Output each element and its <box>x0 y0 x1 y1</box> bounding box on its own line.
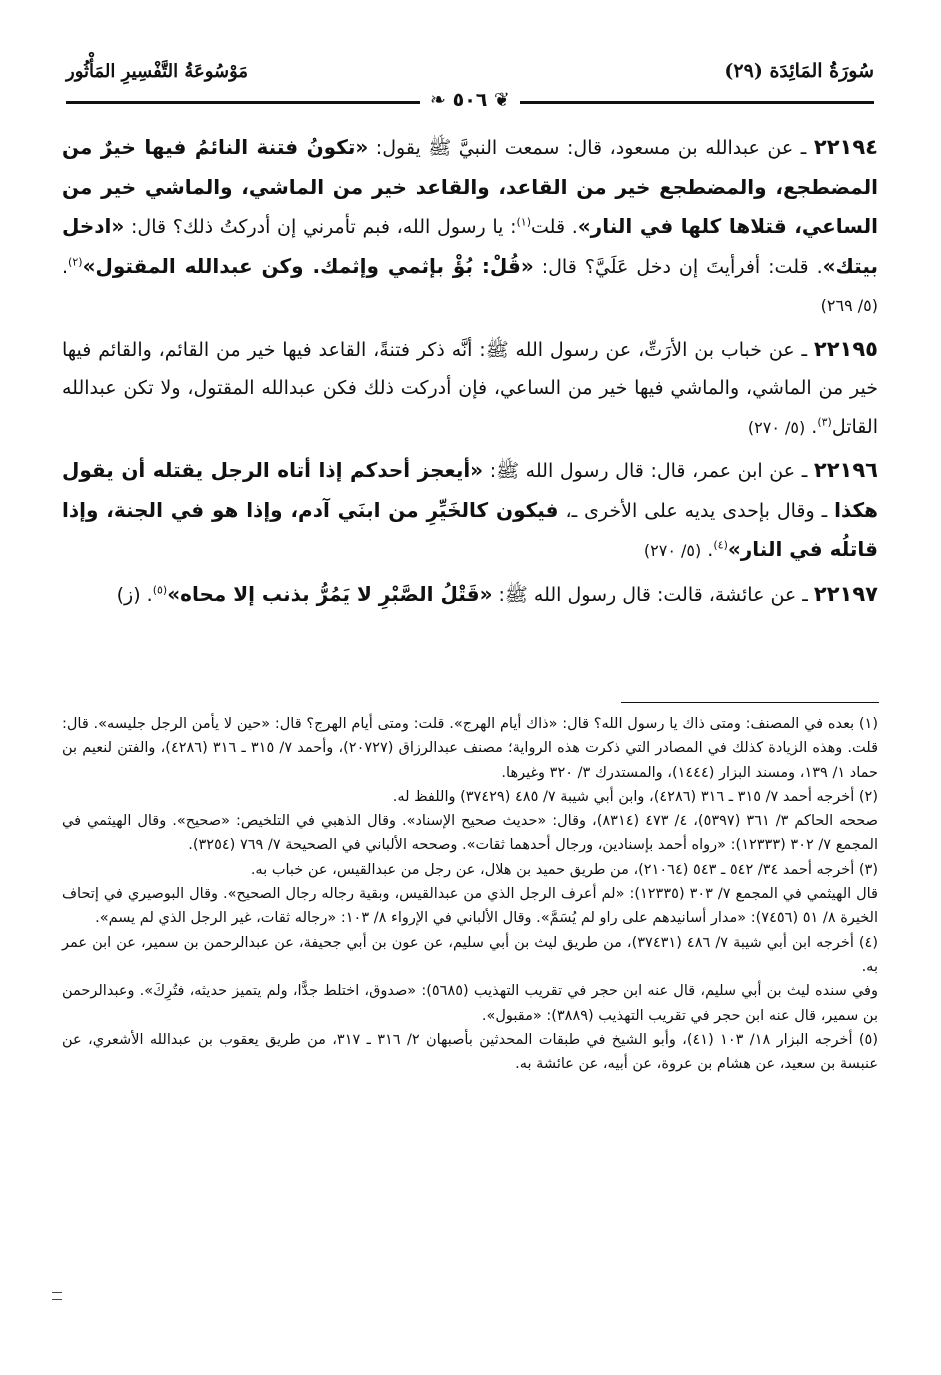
prophetic-quote: فيكون كالخَيِّرِ من ابنَي آدم، وإذا هو في الجنة، وإذا قاتلُه في النار» <box>62 497 878 561</box>
prophetic-quote: «تكونُ فتنة النائمُ فيها خيرٌ من المضطجع، والمضطجع خير من القاعد، والقاعد خير من الماشي، والماشي خير من الساعي، قتلاها كلها في النار» <box>62 135 878 238</box>
footnote-separator <box>621 702 879 703</box>
prophetic-quote: «قُلْ: بُؤْ بإثمي وإثمك. وكن عبدالله المقتول» <box>82 253 534 278</box>
footnote-ref: (٢) <box>68 255 83 269</box>
hadith-text: ـ وقال بإحدى يديه على الأخرى ـ، <box>558 499 835 522</box>
book-title: مَوْسُوعَةُ التَّفْسِيرِ المَأْثُور <box>66 60 249 82</box>
hadith-text: . قلت <box>531 216 578 238</box>
footnote-ref: (٣) <box>817 415 832 429</box>
footnote: (٣) أخرجه أحمد ٣٤/ ٥٤٢ ـ ٥٤٣ (٢١٠٦٤)، من طريق حميد بن هلال، عن رجل من عبدالقيس، عن خباب به. <box>250 861 878 878</box>
running-head <box>66 54 874 88</box>
prophetic-quote: «أيعجز أحدكم إذا أتاه الرجل يقتله أن يقول هكذا <box>62 458 878 522</box>
margin-mark <box>52 1292 62 1300</box>
hadith-text: . (ز) <box>116 583 153 606</box>
hadith-text: ـ عن خباب بن الأرَتِّ، عن رسول الله ﷺ: أنَّه ذكر فتنةً، القاعد فيها خير من القائم، والقائم فيها خير من الماشي، والماشي فيها خير من الساعي، فإن أدركت ذلك فكن عبدالله المقتول، ولا تكن عبدالله القاتل <box>62 338 878 438</box>
footnotes <box>62 712 878 1076</box>
footnote: (١) بعده في المصنف: ومتى ذاك يا رسول الله؟ قال: «ذاك أيام الهرج». قلت: ومتى أيام الهرج؟ قال: «حين لا يأمن الرجل جليسه». قال: قلت. وهذه الزيادة كذلك في المصادر التي ذكرت هذه الرواية؛ مصنف عبدالرزاق (٢٠٧٢٧)، وأحمد ٧/ ٣١٥ ـ ٣١٦ (٤٢٨٦)، والفتن لنعيم بن حماد ١/ ١٣٩، ومسند البزار (١٤٤٤)، والمستدرك ٣/ ٣٢٠ وغيرها. <box>62 716 879 781</box>
hadith-number: ٢٢١٩٦ <box>813 458 878 482</box>
hadith-text: ـ عن عائشة، قالت: قال رسول الله ﷺ: <box>492 583 814 606</box>
page-number <box>66 89 874 111</box>
footnote-ref: (٥) <box>152 583 168 597</box>
page-number-value: ٥٠٦ <box>452 89 488 111</box>
footnote: (٥) أخرجه البزار ١٨/ ١٠٣ (٤١)، وأبو الشيخ في طبقات المحدثين بأصبهان ٢/ ٣١٦ ـ ٣١٧، من طريق يعقوب بن عبدالله الأشعري، عن عنبسة بن سعيد، عن هشام بن عروة، عن أبيه، عن عائشة به. <box>62 1031 878 1073</box>
hadith-paragraph <box>62 128 878 326</box>
hadith-number: ٢٢١٩٤ <box>813 135 878 159</box>
hadith-text: : يا رسول الله، فبم تأمرني إن أدركتُ ذلك؟ قال: <box>124 216 517 238</box>
footnote-ref: (٤) <box>713 538 728 552</box>
hadith-text: . قلت: أفرأيتَ إن دخل عَلَيَّ؟ قال: <box>533 255 823 278</box>
hadith-number: ٢٢١٩٥ <box>813 336 878 361</box>
footnote: صححه الحاكم ٣/ ٣٦١ (٥٣٩٧)، ٤/ ٤٧٣ (٨٣١٤)، وقال: «حديث صحيح الإسناد». وقال الذهبي في التلخيص: «صحيح». وقال الهيثمي في المجمع ٧/ ٣٠٢ (١٢٣٣٣): «رواه أحمد بإسنادين، ورجال أحدهما ثقات». وصححه الألباني في الصحيحة ٧/ ٧٦٩ (٣٢٥٤). <box>62 813 878 854</box>
hadith-number: ٢٢١٩٧ <box>813 581 878 606</box>
hadith-text: . <box>701 539 714 561</box>
main-text <box>62 128 878 618</box>
prophetic-quote: «قَتْلُ الصَّبْرِ لا يَمُرُّ بذنب إلا محاه» <box>167 581 493 606</box>
hadith-text: ـ عن ابن عمر، قال: قال رسول الله ﷺ: <box>483 460 814 482</box>
hadith-text: . <box>62 255 69 278</box>
ornament-icon: ❦ <box>487 89 510 111</box>
source-reference: (٥/ ٢٦٩) <box>820 296 878 315</box>
footnote: (٤) أخرجه ابن أبي شيبة ٧/ ٤٨٦ (٣٧٤٣١)، من طريق ليث بن أبي سليم، عن عون بن أبي جحيفة، عن عبدالرحمن بن سمير، عن ابن عمر به. <box>62 934 879 975</box>
footnote-ref: (١) <box>516 215 532 229</box>
prophetic-quote: «ادخل بيتك» <box>62 214 878 278</box>
source-reference: (٥/ ٢٧٠) <box>747 417 806 437</box>
hadith-paragraph <box>62 330 878 448</box>
header-rule <box>66 89 874 111</box>
surah-heading: سُورَةُ المَائِدَة (٢٩) <box>724 60 874 82</box>
hadith-text: ـ عن عبدالله بن مسعود، قال: سمعت النبيَّ ﷺ يقول: <box>368 137 814 159</box>
hadith-paragraph <box>62 575 878 615</box>
footnote: (٢) أخرجه أحمد ٧/ ٣١٥ ـ ٣١٦ (٤٢٨٦)، وابن أبي شيبة ٧/ ٤٨٥ (٣٧٤٢٩) واللفظ له. <box>392 788 878 805</box>
footnote: وفي سنده ليث بن أبي سليم، قال عنه ابن حجر في تقريب التهذيب (٥٦٨٥): «صدوق، اختلط جدًّا، ولم يتميز حديثه، فتُرِكَ». وعبدالرحمن بن سمير، قال عنه ابن حجر في تقريب التهذيب (٣٨٨٩): «مقبول». <box>62 983 878 1024</box>
hadith-text: . <box>805 415 818 438</box>
hadith-paragraph <box>62 451 878 571</box>
source-reference: (٥/ ٢٧٠) <box>643 541 702 560</box>
ornament-icon: ❧ <box>430 89 453 111</box>
footnote: قال الهيثمي في المجمع ٧/ ٣٠٣ (١٢٣٣٥): «لم أعرف الرجل الذي من عبدالقيس، وبقية رجاله رجال الصحيح». وقال البوصيري في إتحاف الخيرة ٨/ ٥١ (٧٤٥٦): «مدار أسانيدهم على راو لم يُسَمَّ». وقال الألباني في الإرواء ٨/ ١٠٣: «رجاله ثقات، غير الرجل الذي لم يسم». <box>62 886 878 927</box>
